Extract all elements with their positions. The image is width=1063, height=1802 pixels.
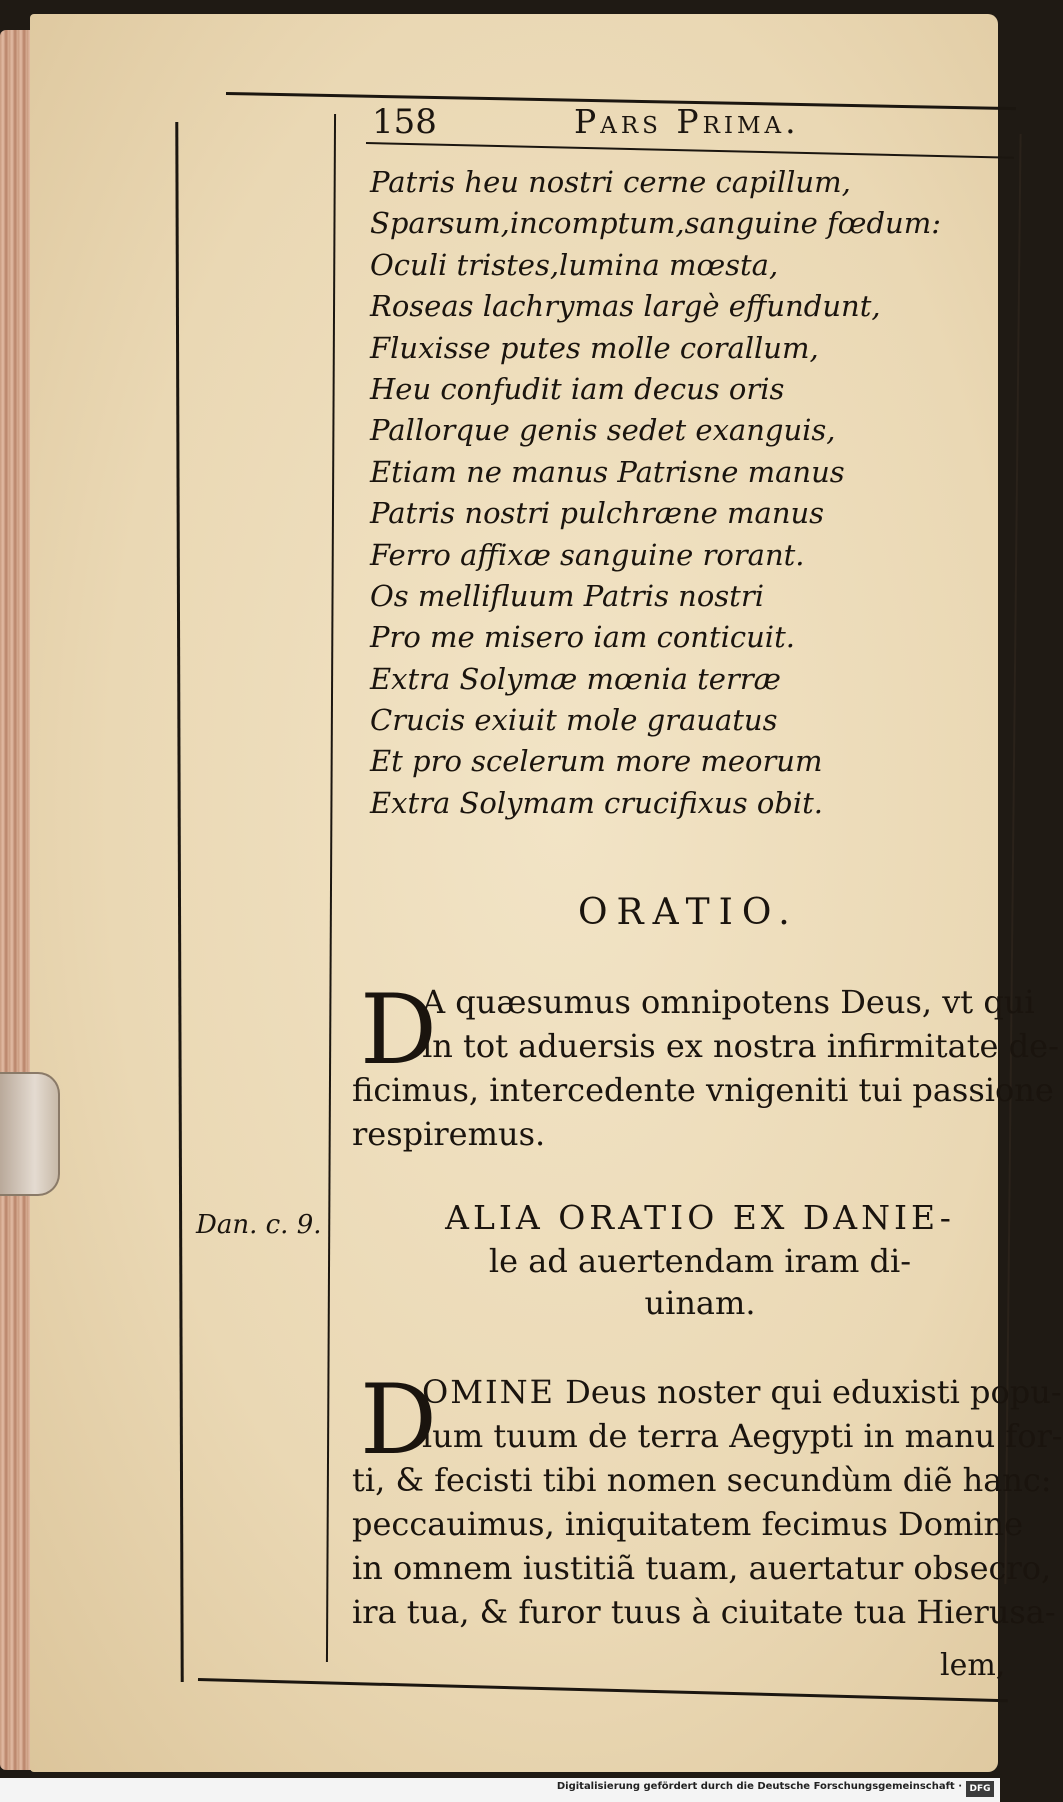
margin-note: Dan. c. 9.: [196, 1210, 322, 1240]
bottom-frame-rule: [198, 1678, 1008, 1702]
digitization-footer: [0, 1778, 1000, 1802]
poem-line: Extra Solymæ mœnia terræ: [370, 661, 781, 696]
poem-line: Fluxisse putes molle corallum,: [370, 330, 819, 365]
prayer-line: ficimus, intercedente vnigeniti tui passione: [352, 1071, 1054, 1109]
poem-line: Pro me misero iam conticuit.: [370, 620, 795, 655]
catchword: lem,: [940, 1648, 1006, 1683]
prayer-line: ira tua, & furor tuus à ciuitate tua Hierusa-: [352, 1593, 1056, 1631]
poem-line: Heu confudit iam decus oris: [370, 371, 785, 406]
poem-line: Etiam ne manus Patrisne manus: [370, 454, 845, 489]
book-page: [30, 14, 1063, 1772]
alia-oratio-heading: [400, 1196, 1000, 1324]
prayer-line: ti, & fecisti tibi nomen secundùm diẽ hanc:: [352, 1461, 1052, 1499]
page-clip: [0, 1072, 60, 1196]
inner-right-rule: [1004, 134, 1021, 1584]
prayer-line: in tot aduersis ex nostra infirmitate de-: [422, 1027, 1059, 1065]
poem-line: Ferro affixæ sanguine rorant.: [370, 537, 805, 572]
poem-line: Pallorque genis sedet exanguis,: [370, 413, 836, 448]
heading-line: le ad auertendam iram di-: [488, 1242, 912, 1280]
poem-line: Sparsum,incomptum,sanguine fœdum:: [370, 206, 941, 241]
drop-cap: D: [360, 974, 437, 1086]
poem-line: Roseas lachrymas largè effundunt,: [370, 289, 881, 324]
poem-line: Crucis exiuit mole grauatus: [370, 703, 778, 738]
poem-line: Et pro scelerum more meorum: [370, 744, 823, 779]
prayer-line: A quæsumus omnipotens Deus, vt qui: [422, 983, 1035, 1021]
funding-credit: Digitalisierung gefördert durch die Deutsche Forschungsgemeinschaft ·: [556, 1781, 962, 1792]
prayer-line: peccauimus, iniquitatem fecimus Domine: [352, 1505, 1024, 1543]
prayer-line-rest: Deus noster qui eduxisti popu-: [555, 1373, 1062, 1411]
dfg-logo: DFG: [966, 1781, 994, 1797]
oratio-prayer: [352, 974, 1059, 1156]
poem-line: Oculi tristes,lumina mœsta,: [370, 247, 779, 282]
prayer-line: respiremus.: [352, 1115, 546, 1153]
inner-left-rule: [326, 114, 336, 1662]
header-rule: [366, 142, 1014, 159]
first-word: OMINE: [422, 1373, 555, 1411]
outer-left-rule: [175, 122, 183, 1682]
prayer-line: in omnem iustitiã tuam, auertatur obsecro,: [352, 1549, 1052, 1587]
poem-line: Os mellifluum Patris nostri: [370, 578, 764, 613]
poem-line: Extra Solymam crucifixus obit.: [370, 785, 823, 820]
poem-line: Patris heu nostri cerne capillum,: [370, 165, 851, 199]
alia-oratio-prayer: [352, 1364, 1063, 1634]
prayer-line: [352, 1370, 1062, 1414]
page-number: 158: [372, 102, 437, 142]
poem-line: Patris nostri pulchræne manus: [370, 496, 825, 531]
oratio-heading: ORATIO.: [578, 892, 799, 933]
running-head: Pars Prima.: [574, 102, 800, 141]
heading-line: ALIA ORATIO EX DANIE-: [445, 1198, 955, 1237]
prayer-line: lum tuum de terra Aegypti in manu for-: [422, 1417, 1063, 1455]
drop-cap: D: [360, 1364, 437, 1476]
heading-line: uinam.: [644, 1284, 756, 1322]
poem-block: [370, 162, 990, 824]
